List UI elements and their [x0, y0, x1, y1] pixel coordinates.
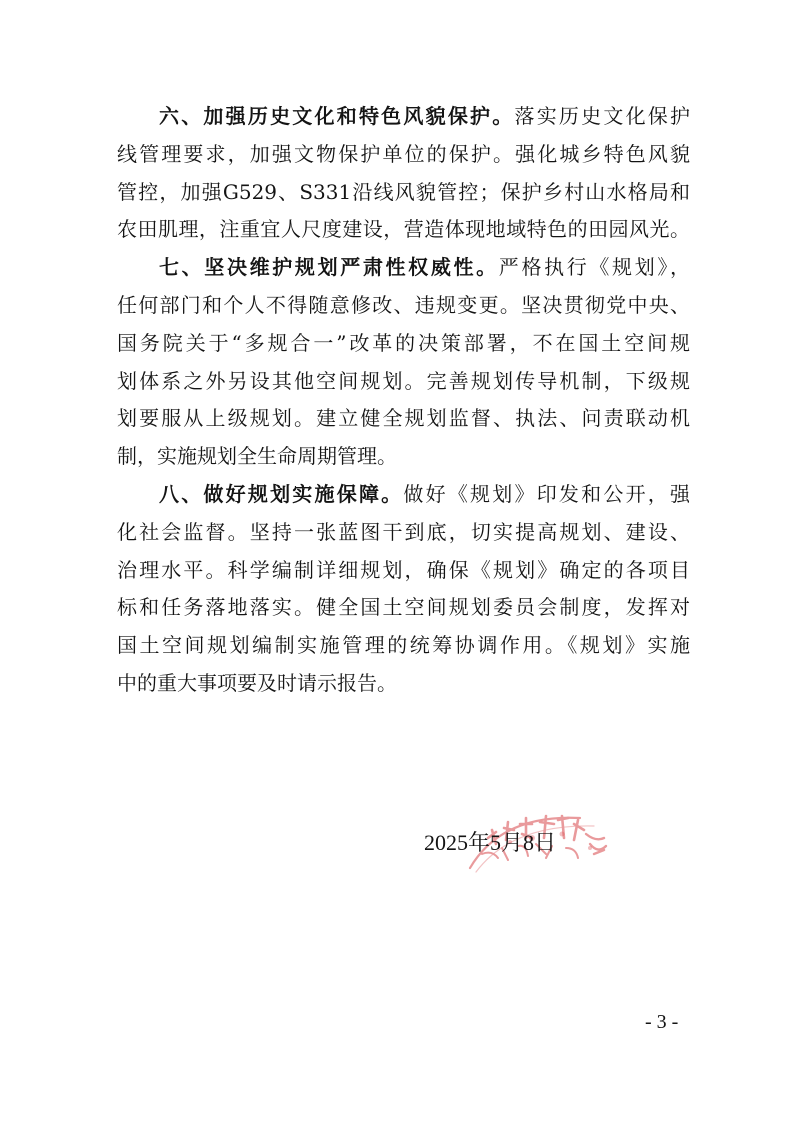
text-line: 国土空间规划编制实施管理的统筹协调作用。《规划》实施	[117, 633, 690, 658]
text-line: 划要服从上级规划。建立健全规划监督、执法、问责联动机	[117, 406, 690, 431]
text-span: 做好《规划》印发和公开，强	[403, 481, 691, 506]
page-number: - 3 -	[645, 1011, 679, 1033]
section-heading: 七、坚决维护规划严肃性权威性。	[159, 255, 499, 280]
text-line	[117, 249, 690, 287]
text-line: 农田肌理，注重宜人尺度建设，营造体现地域特色的田园风光。	[117, 217, 690, 242]
text-line: 划体系之外另设其他空间规划。完善规划传导机制，下级规	[117, 368, 690, 393]
text-line: 制，实施规划全生命周期管理。	[117, 444, 397, 469]
text-span: 落实历史文化保护	[514, 104, 691, 128]
text-line	[117, 98, 690, 136]
text-line: 线管理要求，加强文物保护单位的保护。强化城乡特色风貌	[117, 141, 690, 166]
section-heading: 八、做好规划实施保障。	[159, 481, 404, 506]
text-line	[117, 476, 690, 514]
text-line: 国务院关于“多规合一”改革的决策部署，不在国土空间规	[117, 330, 690, 355]
section-heading: 六、加强历史文化和特色风貌保护。	[159, 104, 515, 128]
text-line: 中的重大事项要及时请示报告。	[117, 670, 397, 695]
text-span: 严格执行《规划》，	[498, 255, 691, 280]
text-line: 治理水平。科学编制详细规划，确保《规划》确定的各项目	[117, 557, 690, 582]
text-line: 化社会监督。坚持一张蓝图干到底，切实提高规划、建设、	[117, 519, 690, 544]
text-line: 任何部门和个人不得随意修改、违规变更。坚决贯彻党中央、	[117, 292, 690, 317]
text-line: 标和任务落地落实。健全国土空间规划委员会制度，发挥对	[117, 595, 690, 620]
signature-date: 2025年5月8日	[424, 830, 557, 855]
text-line: 管控，加强G529、S331沿线风貌管控；保护乡村山水格局和	[117, 179, 690, 204]
document-body	[117, 98, 690, 703]
